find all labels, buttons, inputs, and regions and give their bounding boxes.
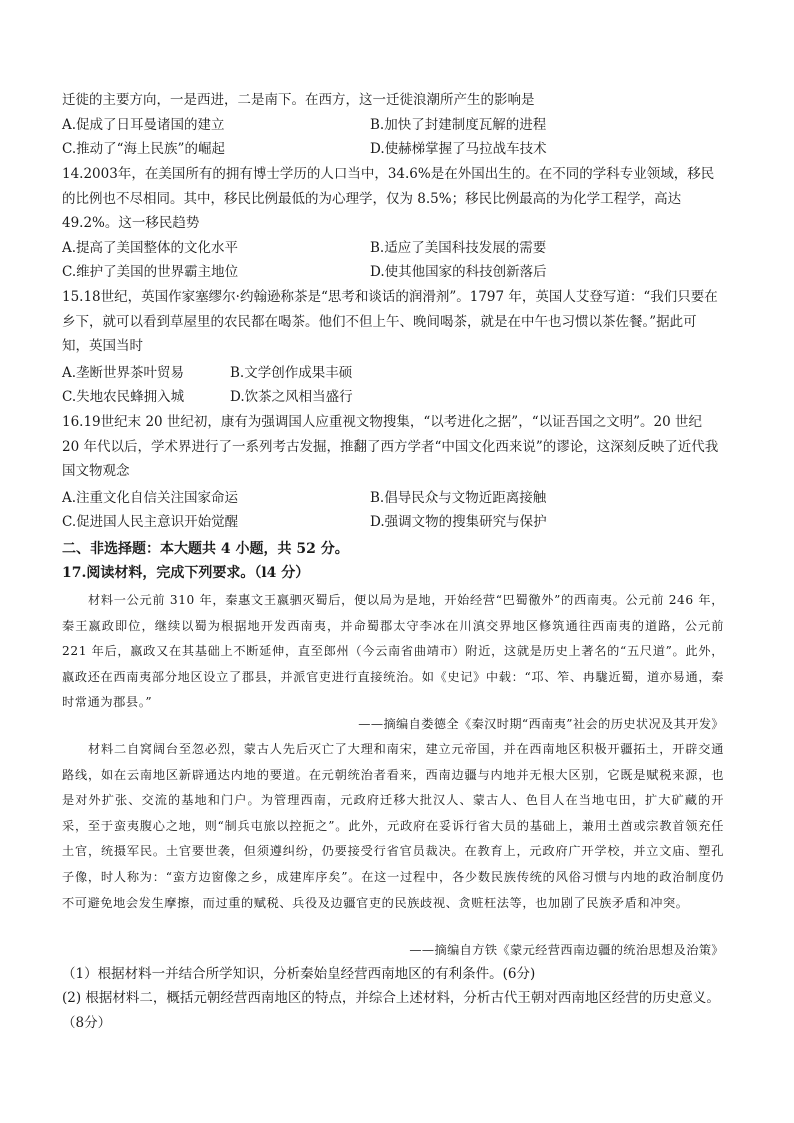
q17-source-1: ——摘编自娄德全《秦汉时期“西南夷”社会的历史状况及其开发》 [358, 717, 724, 731]
q17-question-2: (2) 根据材料二，概括元朝经营西南地区的特点，并综合上述材料，分析古代王朝对西南地区经营的历史意义。（8分） [62, 990, 720, 1031]
q16-options-row1 [62, 486, 742, 510]
q17-question-1: （1）根据材料一并结合所学知识，分析秦始皇经营西南地区的有利条件。(6分) [62, 966, 536, 982]
q14-option-d: D.使其他国家的科技创新落后 [370, 264, 547, 280]
q16-stem: 16.19世纪末 20 世纪初，康有为强调国人应重视文物搜集，“以考进化之据”，“以证吾国之文明”。20 世纪 20 年代以后，学术界进行了一系列考古发掘，推翻了西方学者“中国文化西来说”的谬论，这深刻反映了近代我国文物观念 [62, 414, 719, 479]
q17-title: 17.阅读材料，完成下列要求。（l4 分） [62, 565, 310, 581]
q16-option-c: C.促进国人民主意识开始觉醒 [62, 514, 239, 530]
q15-options-row2 [62, 385, 742, 409]
q16-option-b: B.倡导民众与文物近距离接触 [370, 490, 547, 506]
q13-option-b: B.加快了封建制度瓦解的进程 [370, 117, 547, 133]
q13-option-d: D.使赫梯掌握了马拉战车技术 [370, 141, 547, 157]
q15-option-c: C.失地农民蜂拥入城 [62, 389, 185, 405]
q14-stem: 14.2003年，在美国所有的拥有博士学历的人口当中，34.6%是在外国出生的。在不同的学科专业领域，移民的比例也不尽相同。其中，移民比例最低的为心理学，仅为 8.5%；移民比例最高的为化学工程学，高达 49.2%。这一移民趋势 [62, 166, 715, 231]
q15-option-b: B.文学创作成果丰硕 [230, 365, 353, 381]
q16-options-row2 [62, 510, 742, 534]
q15-option-d: D.饮茶之风相当盛行 [230, 389, 353, 405]
q15-stem: 15.18世纪，英国作家塞缪尔·约翰逊称茶是“思考和谈话的润滑剂”。1797 年，英国人艾登写道：“我们只要在乡下，就可以看到草屋里的农民都在喝茶。他们不但上午、晚间喝茶，就是在中午也习惯以茶佐餐。”据此可知，英国当时 [62, 289, 718, 354]
q15-options-row1 [62, 361, 742, 385]
q17-material-2: 材料二自窝阔台至忽必烈，蒙古人先后灭亡了大理和南宋，建立元帝国，并在西南地区积极开疆拓土，开辟交通路线，如在云南地区新辟通达内地的要道。在元朝统治者看来，西南边疆与内地并无根大区别，它既是赋税来源，也是对外扩张、交流的基地和门户。为管理西南，元政府迁移大批汉人、蒙古人、色目人在当地屯田，扩大矿藏的开采，至于蛮夷腹心之地，则“制兵屯旅以控扼之”。此外，元政府在妥诉行省大员的基础上，兼用土酋或宗教首领充任土官，统摄军民。土官要世袭，但须遵纠纷，仍要接受行省官员裁决。在教育上，元政府广开学校，并立文庙、塑孔子像，时人称为：“蛮方边窗像之乡，成建库序矣”。在这一过程中，各少数民族传统的风俗习惯与内地的政治制度仍不可避免地会发生摩擦，而过重的赋税、兵役及边疆官吏的民族歧视、贪赃枉法等，也加剧了民族矛盾和冲突。 [62, 742, 724, 910]
q14-option-b: B.适应了美国科技发展的需要 [370, 240, 547, 256]
q17-material-1: 材料一公元前 310 年，秦惠文王嬴驷灭蜀后，便以局为是地，开始经营“巴蜀徼外”的西南夷。公元前 246 年，秦王嬴政即位，继续以蜀为根据地开发西南夷，并命蜀郡太守李冰在川滇交界地区修筑通往西南夷的道路，公元前 221 年后，嬴政又在其基础上不断延伸，直至郎州（今云南省曲靖市）附近，这就是历史上著名的“五尺道”。此外，嬴政还在西南夷部分地区设立了郡县，并派官吏进行直接统治。如《史记》中载：“邛、笮、冉駹近蜀，道亦易通，秦时常通为郡县。” [62, 593, 724, 710]
q13-option-c: C.推动了“海上民族”的崛起 [62, 141, 225, 157]
q16-option-a: A.注重文化自信关注国家命运 [62, 490, 239, 506]
q14-options-row2 [62, 260, 742, 284]
section-heading: 二、非选择题：本大题共 4 小题，共 52 分。 [62, 541, 349, 557]
q17-source-2: ——摘编自方铁《蒙元经营西南边疆的统治思想及治策》 [409, 943, 724, 957]
q14-option-c: C.维护了美国的世界霸主地位 [62, 264, 239, 280]
q16-option-d: D.强调文物的搜集研究与保护 [370, 514, 547, 530]
q13-options-row1 [62, 113, 742, 137]
q13-stem: 迁徙的主要方向，一是西进，二是南下。在西方，这一迁徙浪潮所产生的影响是 [62, 92, 535, 108]
q13-options-row2 [62, 137, 742, 161]
q15-option-a: A.垄断世界茶叶贸易 [62, 365, 185, 381]
q14-option-a: A.提高了美国整体的文化水平 [62, 240, 239, 256]
q13-option-a: A.促成了日耳曼诸国的建立 [62, 117, 225, 133]
q14-options-row1 [62, 236, 742, 260]
